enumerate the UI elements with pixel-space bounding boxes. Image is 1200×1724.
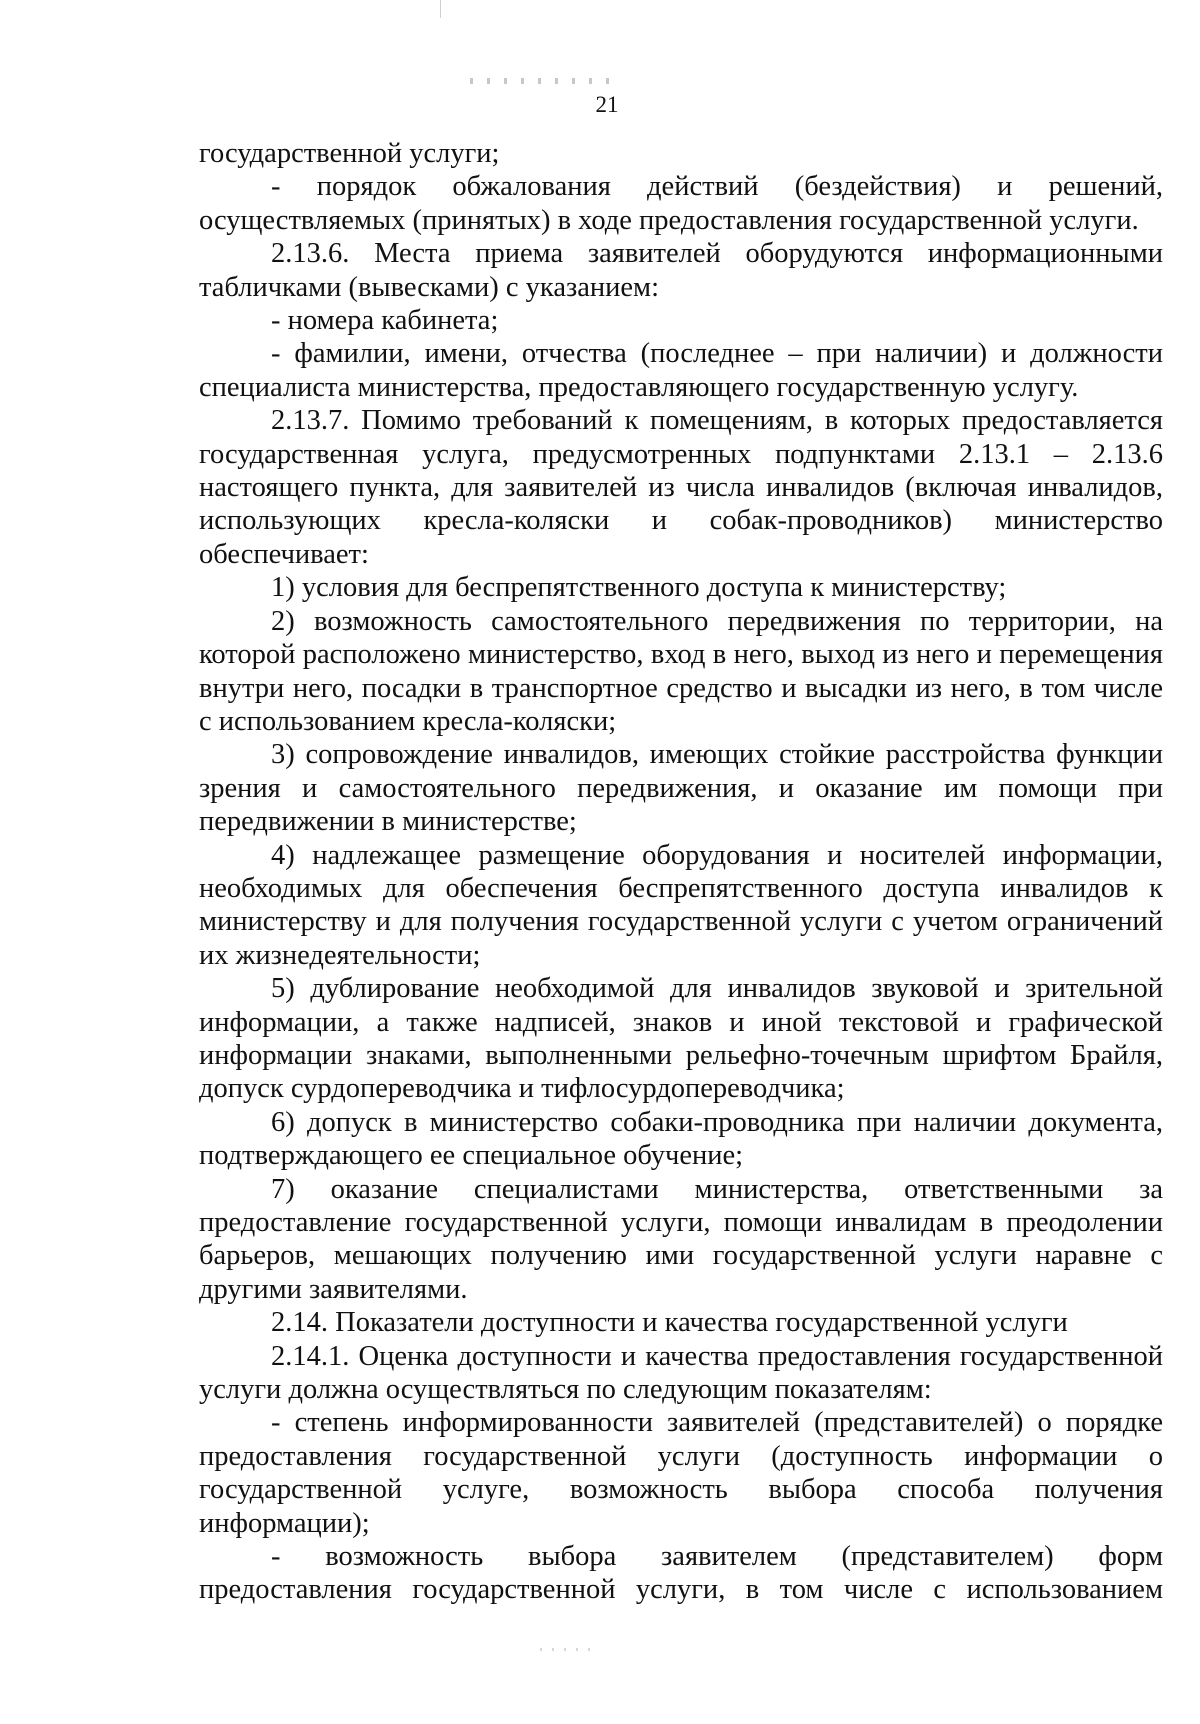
scan-artifact-bottom [540, 1648, 600, 1651]
page-number: 21 [595, 92, 619, 117]
list-item-7: 7) оказание специалистами министерства, ответственными за предоставление государственной услуги, помощи инвалидам в преодолении барьеров, мешающих получению ими государственной услуги наравне с другими заявителями. [199, 1173, 1163, 1305]
list-item-4: 4) надлежащее размещение оборудования и носителей информации, необходимых для обеспечения беспрепятственного доступа инвалидов к министерству и для получения государственной услуги с учетом ограничений их жизнедеятельности; [199, 839, 1163, 971]
list-item-1: 1) условия для беспрепятственного доступа к министерству; [271, 572, 1007, 604]
list-item-2: 2) возможность самостоятельного передвижения по территории, на которой расположено министерство, вход в него, выход из него и перемещения внутри него, посадки в транспортное средство и высадки из него, в том числе с использованием кресла-коляски; [199, 605, 1163, 737]
paragraph-2-14-1: 2.14.1. Оценка доступности и качества предоставления государственной услуги должна осуществляться по следующим показателям: [199, 1340, 1163, 1406]
paragraph-specialist-name: - фамилии, имени, отчества (последнее – при наличии) и должности специалиста министерства, предоставляющего государственную услугу. [199, 338, 1163, 403]
paragraph-informedness: - степень информированности заявителей (представителей) о порядке предоставления государственной услуги (доступность информации о государственной услуге, возможность выбора способа получения информации); [199, 1407, 1163, 1539]
paragraph-appeal-procedure: - порядок обжалования действий (бездействия) и решений, осуществляемых (принятых) в ходе предоставления государственной услуги. [199, 171, 1163, 236]
paragraph-room-number: - номера кабинета; [271, 305, 499, 337]
scan-artifact-marks [470, 78, 610, 84]
list-item-5: 5) дублирование необходимой для инвалидов звуковой и зрительной информации, а также надписей, знаков и иной текстовой и графической информации знаками, выполненными рельефно-точечным шрифтом Брайля, допуск сурдопереводчика и тифлосурдопереводчика; [199, 973, 1163, 1105]
scan-artifact-top [440, 0, 441, 18]
section-heading-2-14: 2.14. Показатели доступности и качества государственной услуги [271, 1307, 1068, 1339]
paragraph-2-13-6: 2.13.6. Места приема заявителей оборудуются информационными табличками (вывесками) с указанием: [199, 238, 1163, 303]
paragraph-continuation: государственной услуги; [199, 138, 500, 169]
list-item-6: 6) допуск в министерство собаки-проводника при наличии документа, подтверждающего ее специальное обучение; [199, 1106, 1163, 1172]
list-item-3: 3) сопровождение инвалидов, имеющих стойкие расстройства функции зрения и самостоятельного передвижения, и оказание им помощи при передвижении в министерстве; [199, 739, 1163, 838]
paragraph-2-13-7: 2.13.7. Помимо требований к помещениям, в которых предоставляется государственная услуга, предусмотренных подпунктами 2.13.1 – 2.13.6 настоящего пункта, для заявителей из числа инвалидов (включая инвалидов, использующих кресла-коляски и собак-проводников) министерство обеспечивает: [199, 405, 1163, 570]
document-body [199, 137, 1163, 1607]
paragraph-choice-of-form: - возможность выбора заявителем (представителем) форм предоставления государственной услуги, в том числе с использованием [199, 1541, 1163, 1606]
